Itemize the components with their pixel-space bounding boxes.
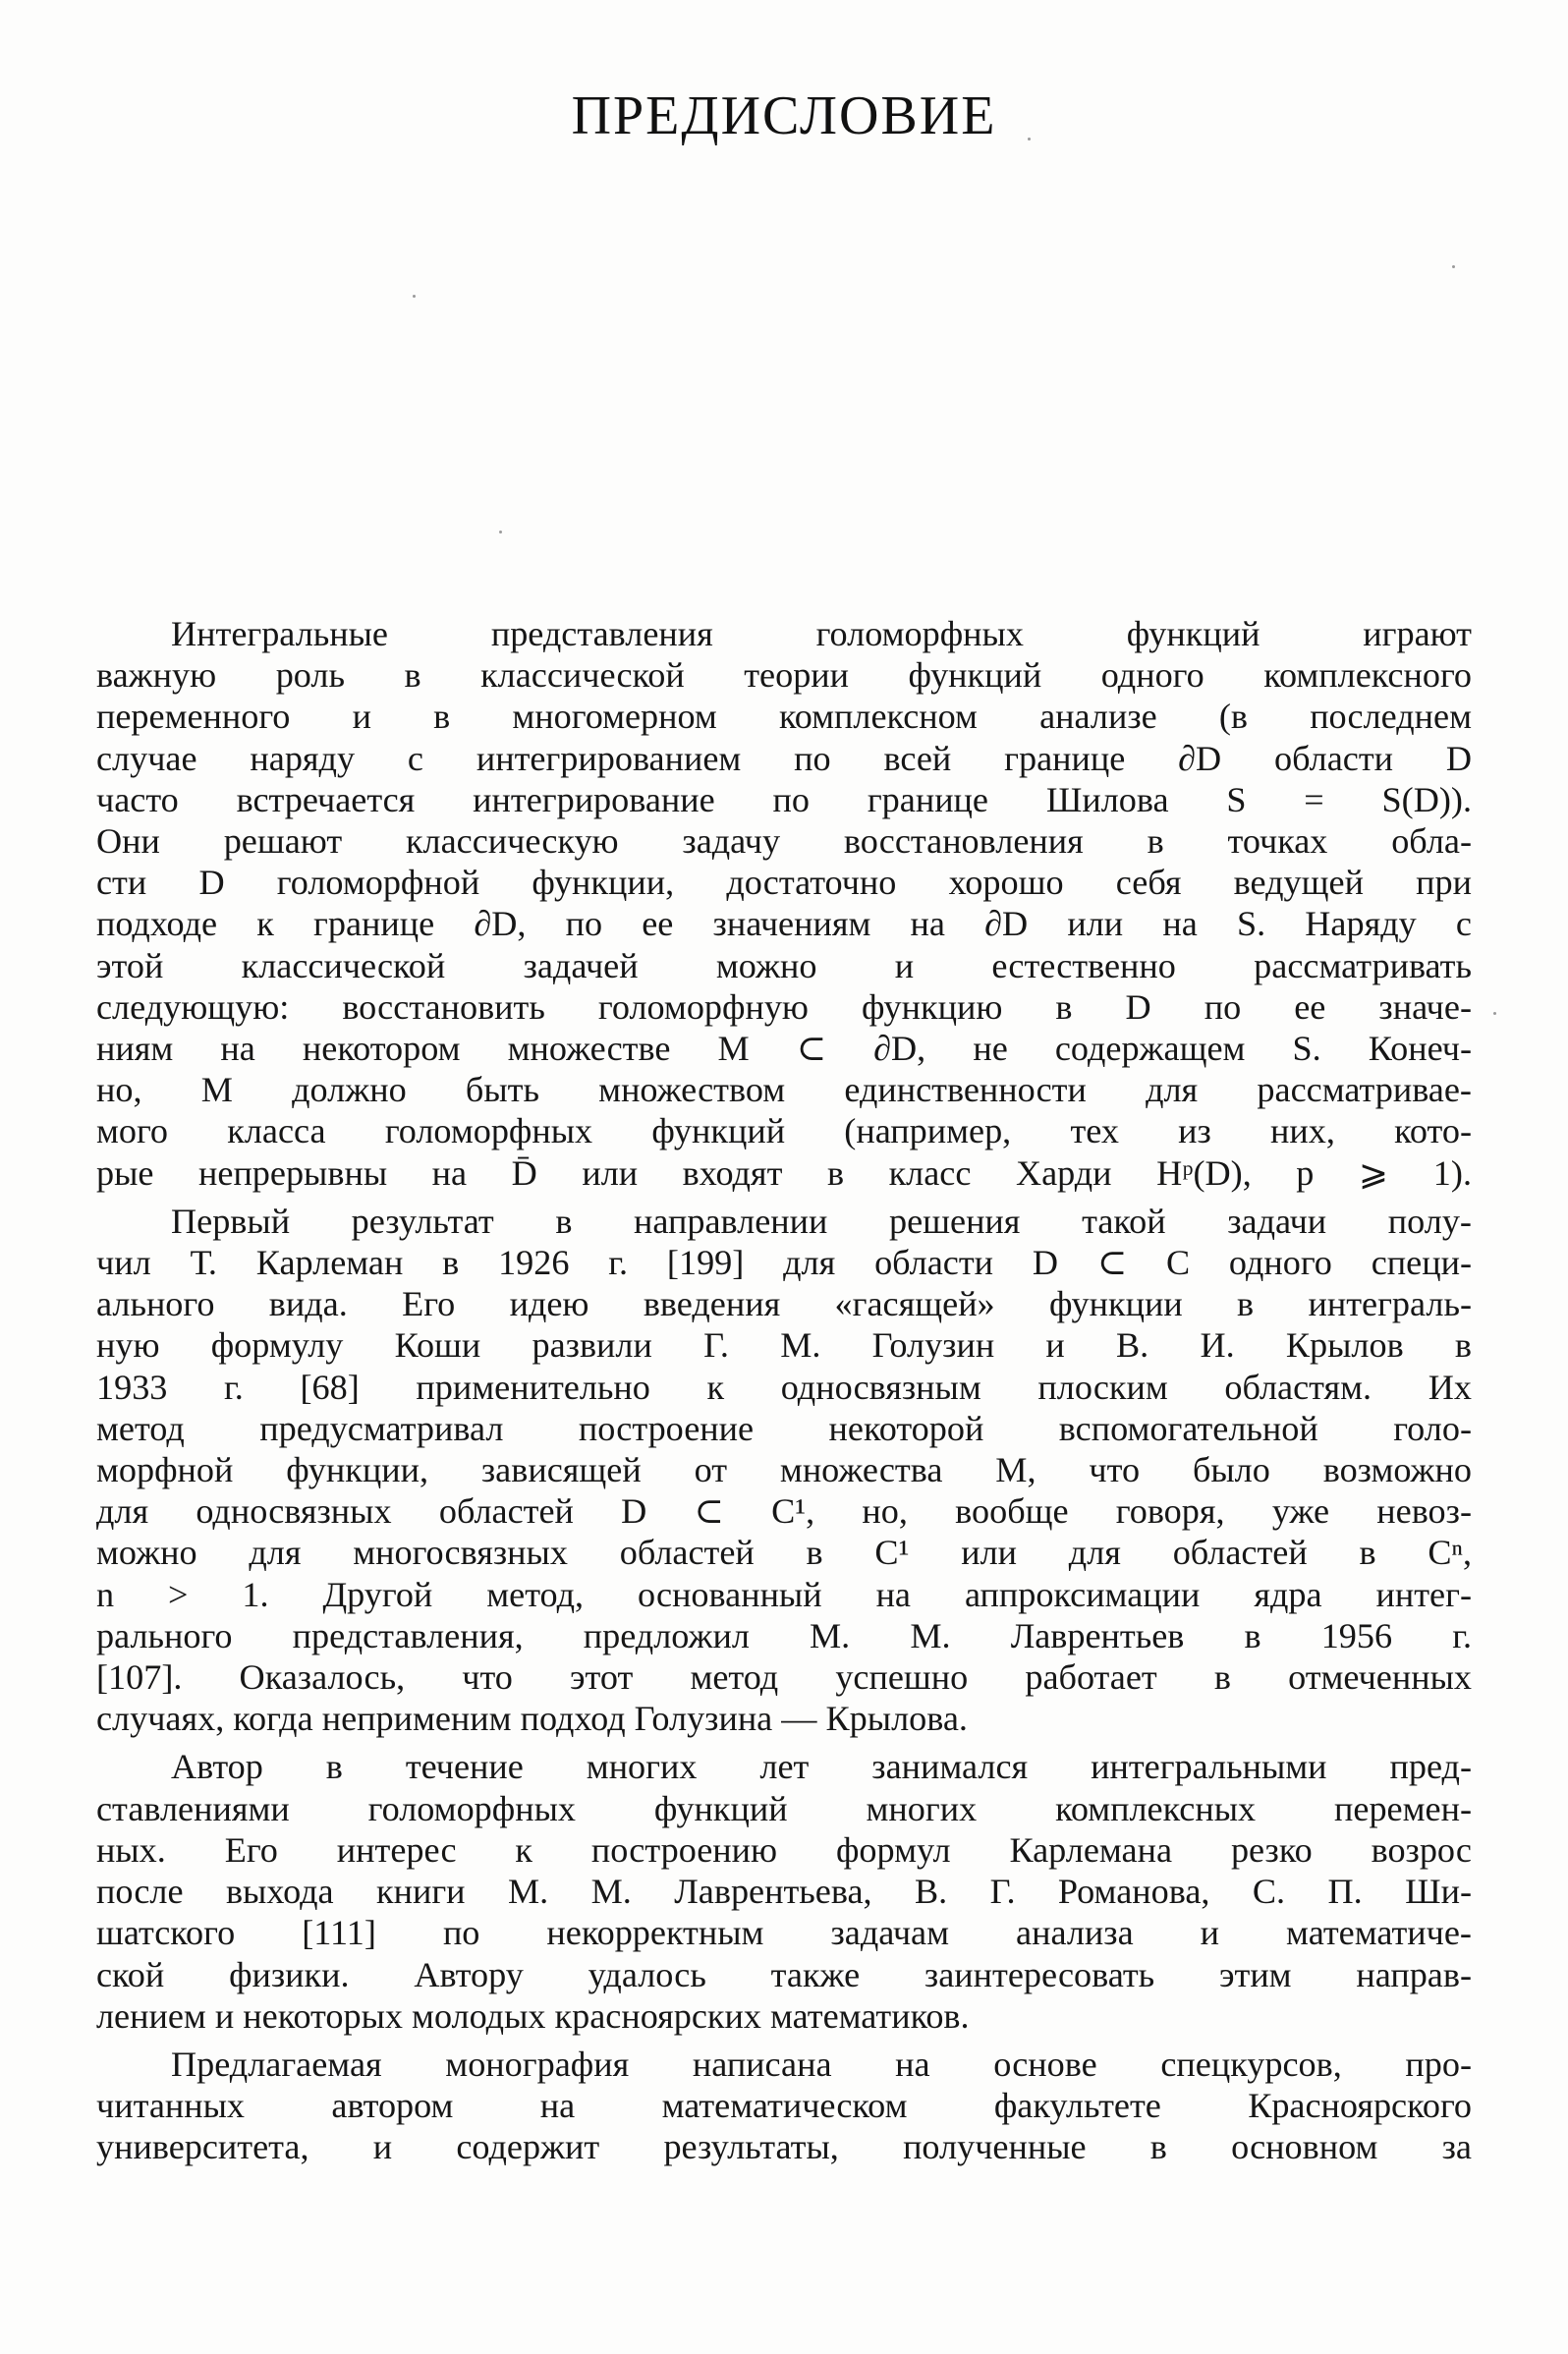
text-line: переменного и в многомерном комплексном анализе (в последнем <box>96 697 1472 737</box>
text-line: мого класса голоморфных функций (например, тех из них, кото- <box>96 1111 1472 1151</box>
text-line: ального вида. Его идею введения «гасящей» функции в интеграль- <box>96 1284 1472 1324</box>
text-line: морфной функции, зависящей от множества M, что было возможно <box>96 1450 1472 1490</box>
text-line: n > 1. Другой метод, основанный на аппроксимации ядра интег- <box>96 1574 1472 1614</box>
text-line: важную роль в классической теории функций одного комплексного <box>96 655 1472 696</box>
text-line: рального представления, предложил М. М. Лаврентьев в 1956 г. <box>96 1615 1472 1655</box>
text-line: ской физики. Автору удалось также заинтересовать этим направ- <box>96 1954 1472 1994</box>
scan-speck <box>1028 138 1031 140</box>
preface-body <box>96 613 1472 2168</box>
text-line: для односвязных областей D ⊂ C¹, но, вообще говоря, уже невоз- <box>96 1491 1472 1532</box>
text-line: университета, и содержит результаты, полученные в основном за <box>96 2127 1472 2167</box>
text-line: подходе к границе ∂D, по ее значениям на ∂D или на S. Наряду с <box>96 904 1472 944</box>
text-line: Предлагаемая монография написана на основе спецкурсов, про- <box>171 2044 1472 2084</box>
scan-speck <box>413 295 416 298</box>
paragraph-2 <box>96 1201 1472 1740</box>
text-line: ных. Его интерес к построению формул Карлемана резко возрос <box>96 1829 1472 1870</box>
text-line: ниям на некотором множестве M ⊂ ∂D, не содержащем S. Конеч- <box>96 1029 1472 1069</box>
text-line: ную формулу Коши развили Г. М. Голузин и В. И. Крылов в <box>96 1325 1472 1366</box>
text-line: метод предусматривал построение некоторой вспомогательной голо- <box>96 1408 1472 1448</box>
text-line: но, M должно быть множеством единственности для рассматривае- <box>96 1070 1472 1110</box>
text-line: 1933 г. [68] применительно к односвязным плоским областям. Их <box>96 1367 1472 1407</box>
scan-speck <box>1452 265 1455 268</box>
text-line: случаях, когда неприменим подход Голузина — Крылова. <box>96 1699 968 1739</box>
page-title: ПРЕДИСЛОВИЕ <box>571 85 997 146</box>
text-line: Они решают классическую задачу восстановления в точках обла- <box>96 821 1472 862</box>
text-line: Первый результат в направлении решения такой задачи полу- <box>171 1201 1472 1241</box>
text-line: Интегральные представления голоморфных функций играют <box>171 614 1472 653</box>
text-line: чил Т. Карлеман в 1926 г. [199] для области D ⊂ C одного специ- <box>96 1243 1472 1283</box>
text-line: ставлениями голоморфных функций многих комплексных перемен- <box>96 1788 1472 1828</box>
text-line: рые непрерывны на D̄ или входят в класс Харди Hᵖ(D), p ⩾ 1). <box>96 1152 1472 1193</box>
text-line: случае наряду с интегрированием по всей границе ∂D области D <box>96 738 1472 778</box>
text-line: после выхода книги М. М. Лаврентьева, В. Г. Романова, С. П. Ши- <box>96 1872 1472 1912</box>
text-line: следующую: восстановить голоморфную функцию в D по ее значе- <box>96 986 1472 1027</box>
text-line: этой классической задачей можно и естественно рассматривать <box>96 945 1472 985</box>
text-line: Автор в течение многих лет занимался интегральными пред- <box>171 1747 1472 1787</box>
paragraph-3 <box>96 1746 1472 2036</box>
paragraph-1 <box>96 613 1472 1194</box>
text-line: читанных автором на математическом факультете Красноярского <box>96 2086 1472 2126</box>
text-line: часто встречается интегрирование по границе Шилова S = S(D)). <box>96 779 1472 819</box>
text-line: шатского [111] по некорректным задачам анализа и математиче- <box>96 1913 1472 1953</box>
text-line: можно для многосвязных областей в C¹ или для областей в Cⁿ, <box>96 1533 1472 1573</box>
scan-speck <box>1493 1012 1496 1015</box>
paragraph-4 <box>96 2044 1472 2168</box>
text-line: сти D голоморфной функции, достаточно хорошо себя ведущей при <box>96 863 1472 903</box>
text-line: лением и некоторых молодых красноярских математиков. <box>96 1995 970 2036</box>
scan-speck <box>499 531 502 533</box>
text-line: [107]. Оказалось, что этот метод успешно работает в отмеченных <box>96 1657 1472 1698</box>
